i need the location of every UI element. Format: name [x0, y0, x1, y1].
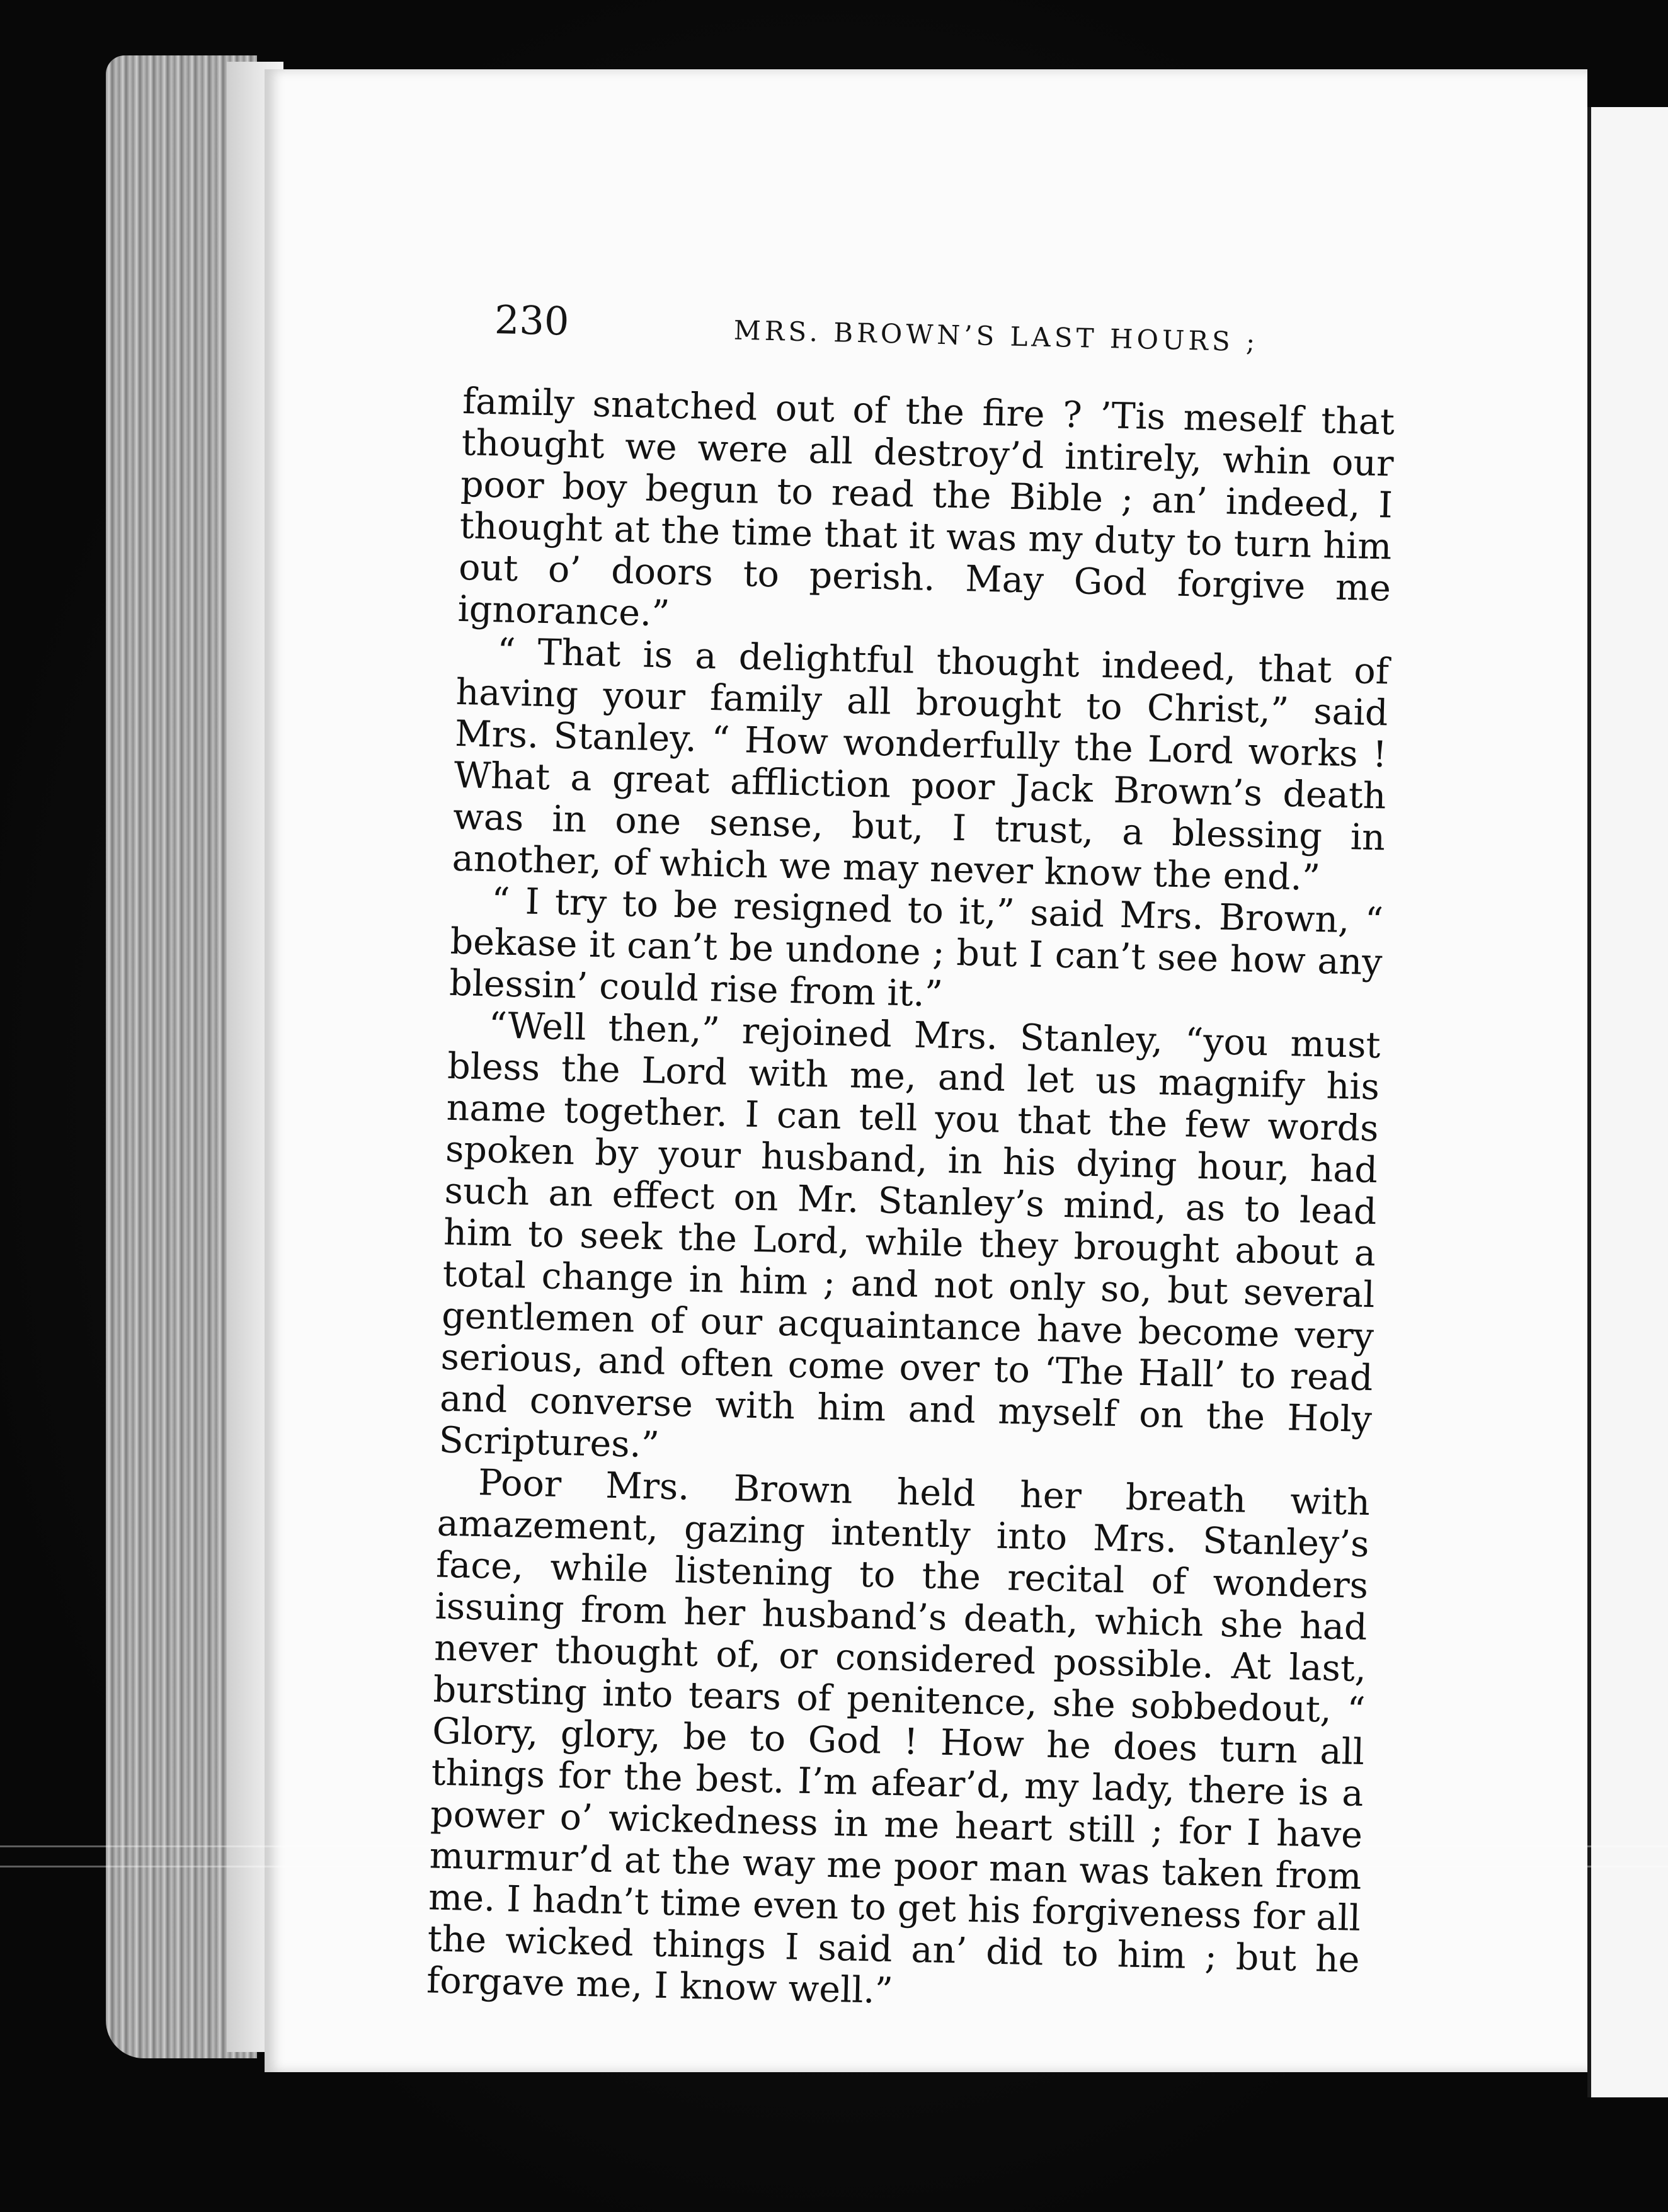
running-title: MRS. BROWN’S LAST HOURS ; [733, 314, 1259, 358]
facing-page-edge [1587, 107, 1668, 2097]
body-text [426, 380, 1395, 2022]
paragraph: family snatched out of the fire ? ’Tis meself that thought we were all destroy’d intirely, whin our poor boy begun to read the Bible ; an’ indeed, I thought at the time that it was my duty to turn him out o’ doors to perish. May God forgive me ignorance.” [457, 380, 1395, 635]
page-number: 230 [494, 296, 570, 345]
paragraph: “ I try to be resigned to it,” said Mrs. Brown, “ bekase it can’t be undone ; but I can’t see how any blessin’ could rise from it.” [448, 880, 1384, 1015]
paragraph: “Well then,” rejoined Mrs. Stanley, “you must bless the Lord with me, and let us magnify his name together. I can tell you that the few words spoken by your husband, in his dying hour, had such an effect on Mr. Stanley’s mind, as to lead him to seek the Lord, while they brought about a total change in him ; and not only so, but several gentlemen of our acquaintance have become very serious, and often come over to ‘The Hall’ to read and converse with him and myself on the Holy Scriptures.” [438, 1005, 1381, 1466]
paragraph: “ That is a delightful thought indeed, that of having your family all brought to Christ,” said Mrs. Stanley. “ How wonderfully the Lord works ! What a great affliction poor Jack Brown’s death was in one sense, but, I trust, a blessing in another, of which we may never know the end.” [452, 630, 1390, 899]
paragraph: Poor Mrs. Brown held her breath with amazement, gazing intently into Mrs. Stanley’s face, while listening to the recital of wonders issuing from her husband’s death, which she had never thought of, or considered possible. At last, bursting into tears of penitence, she sobbedout, “ Glory, glory, be to God ! How he does turn all things for the best. I’m afear’d, my lady, there is a power o’ wickedness in me heart still ; for I have murmur’d at the way me poor man was taken from me. I hadn’t time even to get his forgiveness for all the wicked things I said an’ did to him ; but he forgave me, I know well.” [426, 1462, 1371, 2012]
